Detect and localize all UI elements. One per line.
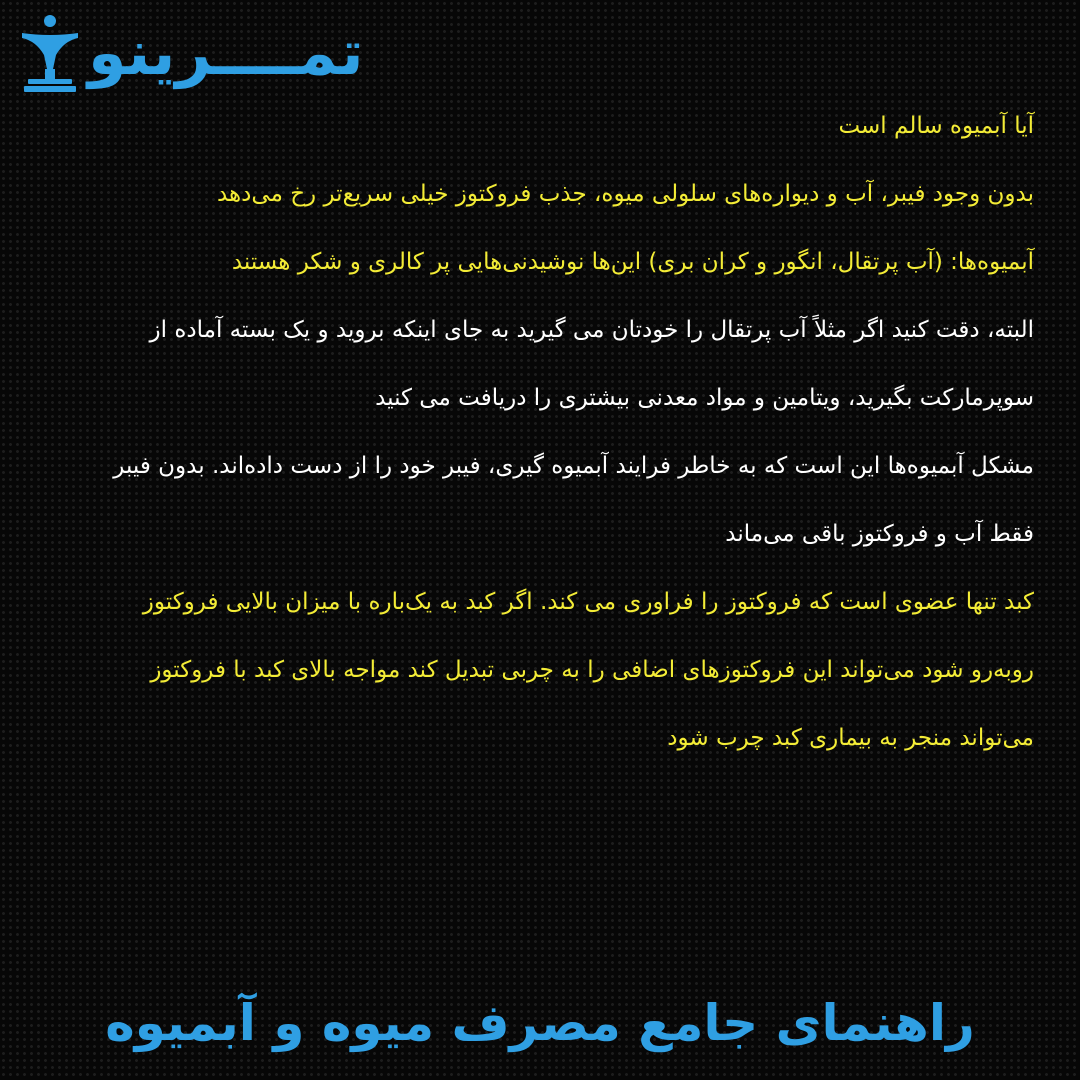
paragraph-fiber-absorption: بدون وجود فیبر، آب و دیواره‌های سلولی میوه، جذب فروکتوز خیلی سریع‌تر رخ می‌دهد bbox=[216, 181, 1034, 207]
paragraph-juice-problem: مشکل آبمیوه‌ها این است که به خاطر فرایند آبمیوه گیری، فیبر خود را از دست داده‌اند. بدون فیبر فقط آب و فروکتوز باقی می‌ماند bbox=[113, 453, 1034, 547]
paragraph-liver-fructose: کبد تنها عضوی است که فروکتوز را فراوری می کند. اگر کبد به یک‌باره با میزان بالایی فروکتوز روبه‌رو شود می‌تواند این فروکتوزهای اضافی را به چربی تبدیل کند مواجه بالای کبد با فروکتوز می‌تواند منجر به بیماری کبد چرب شود bbox=[142, 589, 1034, 751]
paragraph-juices-calories: آبمیوه‌ها: (آب پرتقال، انگور و کران بری) این‌ها نوشیدنی‌هایی پر کالری و شکر هستند bbox=[231, 249, 1034, 275]
brand-name: تمــــرینو bbox=[88, 16, 364, 89]
footer-caption: راهنمای جامع مصرف میوه و آبمیوه bbox=[105, 994, 975, 1052]
brand-logo bbox=[18, 8, 438, 98]
article-body bbox=[74, 92, 1034, 772]
article-title: آیا آبمیوه سالم است bbox=[838, 113, 1034, 139]
paragraph-homemade-juice: البته، دقت کنید اگر مثلاً آب پرتقال را خودتان می گیرید به جای اینکه بروید و یک بسته آماده از سوپرمارکت بگیرید، ویتامین و مواد معدنی بیشتری را دریافت می کنید bbox=[149, 317, 1034, 411]
cocktail-glass-icon bbox=[18, 11, 82, 95]
